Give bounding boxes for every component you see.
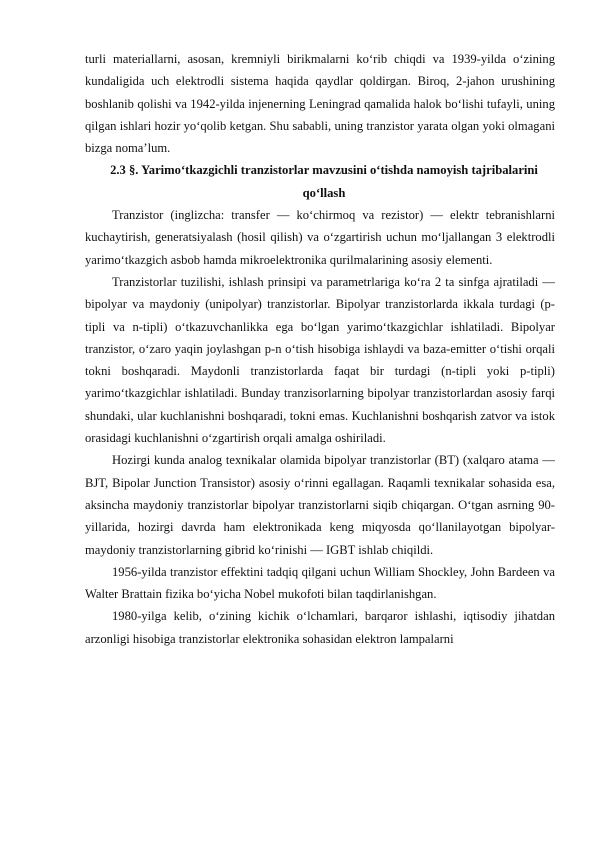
paragraph-1980s: 1980-yilga kelib, o‘zining kichik o‘lchamlari, barqaror ishlashi, iqtisodiy jihatdan arzonligi hisobiga tranzistorlar elektronika sohasidan elektron lampalarni [85, 609, 555, 646]
paragraph-transistor-classes: Tranzistorlar tuzilishi, ishlash prinsipi va parametrlariga ko‘ra 2 ta sinfga ajratiladi — bipolyar va maydoniy (unipolyar) tranzistorlar. Bipolyar tranzistorlarda ikkala turdagi (p-tipli va n-tipli) o‘tkazuvchanlikka ega bo‘lgan yarimo‘tkazgichlar ishlatiladi. Bipolyar tranzistor, o‘zaro yaqin joylashgan p-n o‘tish hisobiga ishlaydi va baza-emitter o‘tishi orqali tokni boshqaradi. Maydonli tranzistorlarda faqat bir turdagi (n-tipli yoki p-tipli) yarimo‘tkazgichlar ishlatiladi. Bunday tranzisorlarning bipolyar tranzistorlardan asosiy farqi shundaki, ular kuchlanishni boshqaradi, tokni emas. Kuchlanishni boshqarish zatvor va istok orasidagi kuchlanishni o‘zgartirish orqali amalga oshiriladi. [85, 274, 555, 446]
paragraph-transistor-definition: Tranzistor (inglizcha: transfer — ko‘chirmoq va rezistor) — elektr tebranishlarni kuchaytirish, generatsiyalash (hosil qilish) va o‘zgartirish uchun mo‘ljallangan 3 elektrodli yarimo‘tkazgich asbob hamda mikroelektronika qurilmalarining asosiy elementi. [85, 208, 555, 267]
section-heading: 2.3 §. Yarimo‘tkazgichli tranzistorlar mavzusini o‘tishda namoyish tajribalarini qo‘llash [110, 163, 538, 200]
paragraph-nobel-prize: 1956-yilda tranzistor effektini tadqiq qilgani uchun William Shockley, John Bardeen va Walter Brattain fizika bo‘yicha Nobel mukofoti bilan taqdirlanishgan. [85, 564, 555, 602]
paragraph-continuation: turli materiallarni, asosan, kremniyli birikmalarni ko‘rib chiqdi va 1939-yilda o‘zining kundaligida uch elektrodli sistema haqida qaydlar qoldirgan. Biroq, 2-jahon urushining boshlanib qolishi va 1942-yilda injenerning Leningrad qamalida halok bo‘lishi tufayli, uning qilgan ishlari hozir yo‘qolib ketgan. Shu sababli, uning tranzistor yarata olgan yoki olmagani bizga noma’lum. [85, 52, 555, 156]
paragraph-analog-digital: Hozirgi kunda analog texnikalar olamida bipolyar tranzistorlar (BT) (xalqaro atama — BJT, Bipolar Junction Transistor) asosiy o‘rinni egallagan. Raqamli texnikalar sohasida esa, aksincha maydoniy tranzistorlar bipolyar tranzistorlarni siqib chiqargan. O‘tgan asrning 90-yillarida, hozirgi davrda ham elektronikada keng miqyosda qo‘llanilayotgan bipolyar-maydoniy tranzistorlarning gibrid ko‘rinishi — IGBT ishlab chiqildi. [85, 453, 555, 557]
document-page [85, 48, 555, 650]
